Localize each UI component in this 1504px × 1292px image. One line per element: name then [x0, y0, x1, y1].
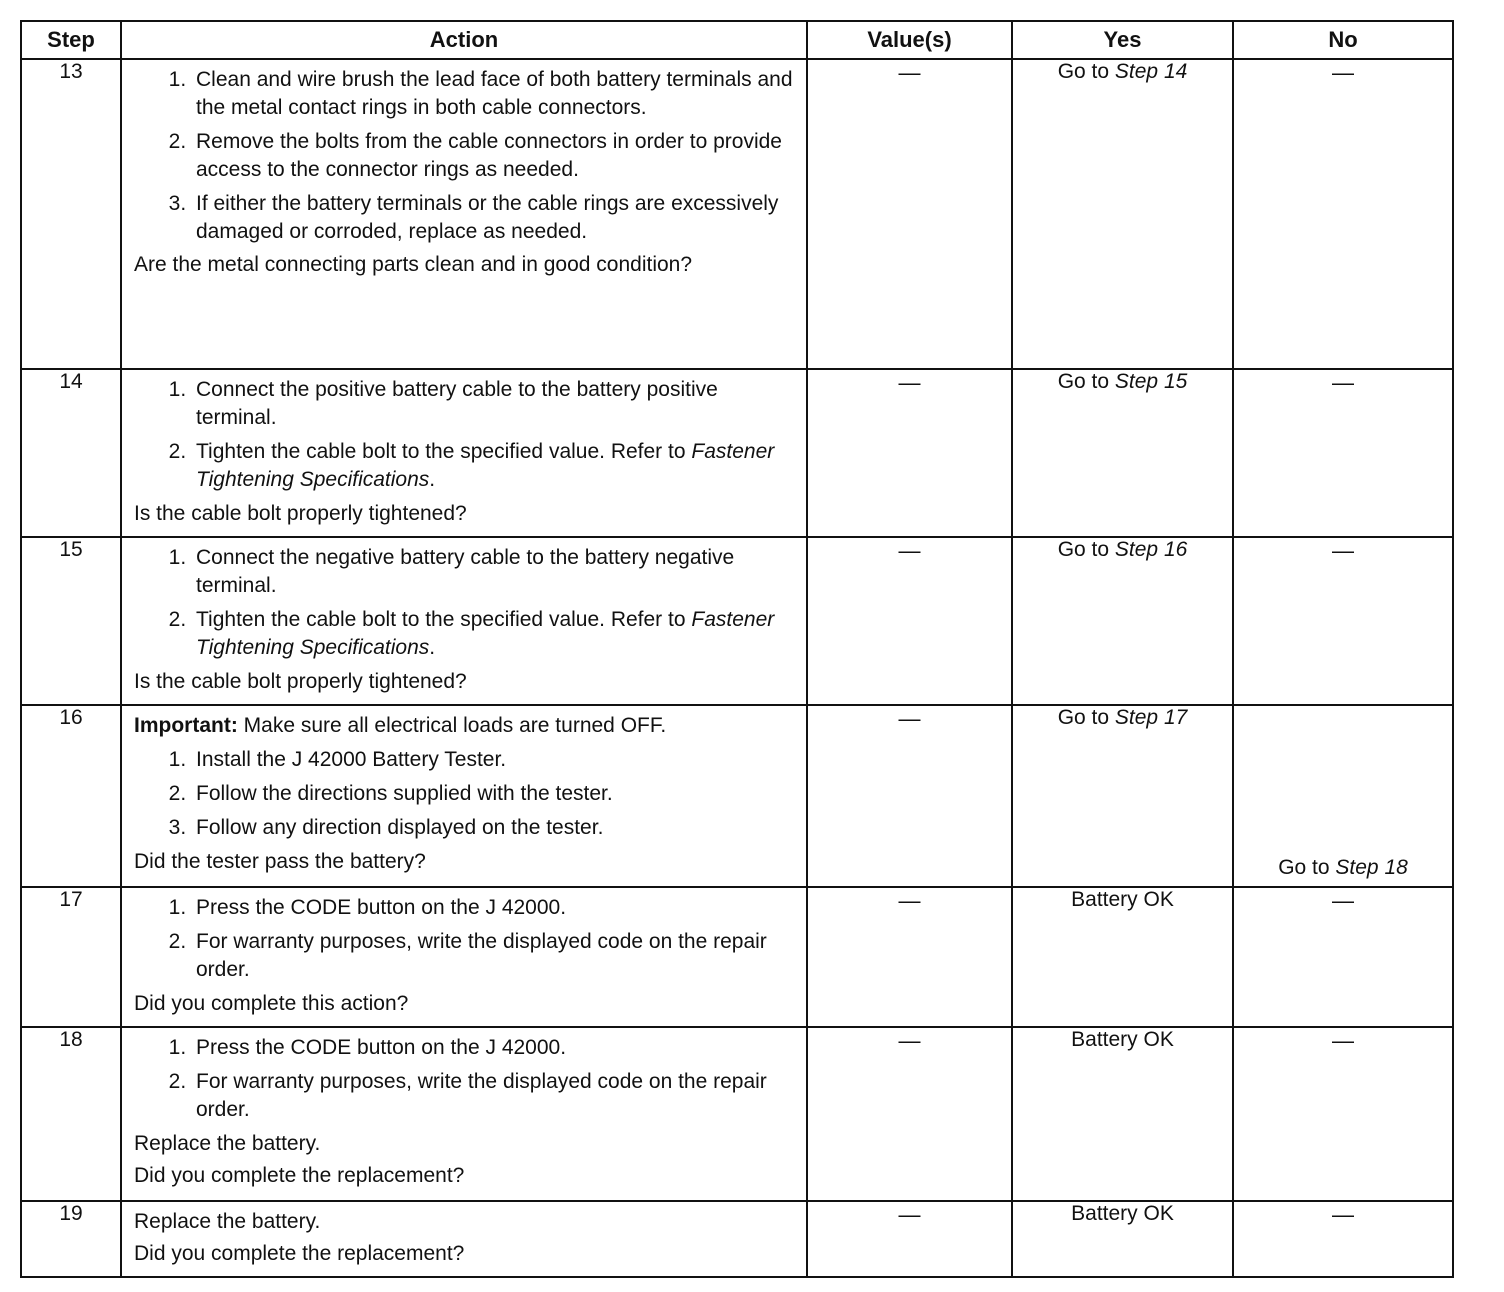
action-item: 2. Follow the directions supplied with the tester. — [192, 780, 796, 808]
diagnostic-table — [20, 20, 1454, 1278]
yes-goto-prefix: Go to — [1057, 538, 1110, 561]
yes-step-link[interactable]: Step 15 — [1114, 370, 1188, 393]
step-number: 17 — [21, 887, 121, 1027]
fastener-spec-link[interactable]: Fastener Tightening Specifications — [196, 440, 775, 491]
no-step-link[interactable]: Step 18 — [1335, 856, 1408, 879]
value-cell: — — [807, 369, 1012, 537]
yes-goto-prefix: Go to — [1057, 60, 1110, 83]
action-item-text: Tighten the cable bolt to the specified value. Refer to — [196, 440, 686, 463]
action-item: 2. For warranty purposes, write the displayed code on the repair order. — [192, 1068, 796, 1124]
action-line: Replace the battery. — [134, 1210, 321, 1233]
value-cell: — — [807, 537, 1012, 705]
step-number: 13 — [21, 59, 121, 369]
action-list — [134, 894, 796, 984]
yes-goto-prefix: Go to — [1057, 370, 1110, 393]
header-values: Value(s) — [807, 21, 1012, 59]
yes-cell: Battery OK — [1012, 1027, 1233, 1201]
yes-step-link[interactable]: Step 16 — [1114, 538, 1188, 561]
action-cell — [121, 1027, 807, 1201]
value-cell: — — [807, 705, 1012, 887]
action-question: Did you complete the replacement? — [134, 1164, 465, 1187]
action-item: 2. Remove the bolts from the cable connectors in order to provide access to the connector rings as needed. — [192, 128, 796, 184]
no-cell: — — [1233, 887, 1453, 1027]
table-row-step-15 — [21, 537, 1453, 705]
action-item: 1. Press the CODE button on the J 42000. — [192, 1034, 796, 1062]
value-cell: — — [807, 1201, 1012, 1277]
important-text: Make sure all electrical loads are turned OFF. — [243, 714, 667, 737]
fastener-spec-link[interactable]: Fastener Tightening Specifications — [196, 608, 775, 659]
action-item: 2. Tighten the cable bolt to the specified value. Refer to Fastener Tightening Specifications. — [192, 606, 796, 662]
action-cell — [121, 59, 807, 369]
value-cell: — — [807, 59, 1012, 369]
header-action: Action — [121, 21, 807, 59]
yes-goto-prefix: Go to — [1057, 706, 1110, 729]
yes-cell — [1012, 369, 1233, 537]
action-list — [134, 746, 796, 842]
action-list — [134, 66, 796, 246]
header-yes: Yes — [1012, 21, 1233, 59]
action-item: 1. Install the J 42000 Battery Tester. — [192, 746, 796, 774]
no-cell: — — [1233, 369, 1453, 537]
yes-cell — [1012, 705, 1233, 887]
no-cell: — — [1233, 1027, 1453, 1201]
step-number: 16 — [21, 705, 121, 887]
action-question: Did you complete the replacement? — [134, 1242, 465, 1265]
action-item-text: Tighten the cable bolt to the specified value. Refer to — [196, 608, 686, 631]
table-row-step-19 — [21, 1201, 1453, 1277]
action-question: Are the metal connecting parts clean and in good condition? — [134, 253, 693, 276]
action-cell — [121, 1201, 807, 1277]
yes-cell: Battery OK — [1012, 887, 1233, 1027]
action-question: Did you complete this action? — [134, 992, 409, 1015]
action-cell — [121, 537, 807, 705]
header-row — [21, 21, 1453, 59]
action-item: 1. Clean and wire brush the lead face of both battery terminals and the metal contact rings in both cable connectors. — [192, 66, 796, 122]
action-item: 1. Press the CODE button on the J 42000. — [192, 894, 796, 922]
action-cell — [121, 887, 807, 1027]
action-list — [134, 376, 796, 494]
table-row-step-17 — [21, 887, 1453, 1027]
action-item: 1. Connect the negative battery cable to the battery negative terminal. — [192, 544, 796, 600]
step-number: 18 — [21, 1027, 121, 1201]
action-item: 2. Tighten the cable bolt to the specified value. Refer to Fastener Tightening Specifications. — [192, 438, 796, 494]
action-item: 1. Connect the positive battery cable to the battery positive terminal. — [192, 376, 796, 432]
important-note — [134, 712, 796, 740]
step-number: 15 — [21, 537, 121, 705]
step-number: 19 — [21, 1201, 121, 1277]
action-cell — [121, 369, 807, 537]
table-row-step-16 — [21, 705, 1453, 887]
action-question: Is the cable bolt properly tightened? — [134, 670, 467, 693]
action-item: 3. Follow any direction displayed on the tester. — [192, 814, 796, 842]
no-cell — [1233, 705, 1453, 887]
action-item: 2. For warranty purposes, write the displayed code on the repair order. — [192, 928, 796, 984]
header-step: Step — [21, 21, 121, 59]
yes-cell — [1012, 537, 1233, 705]
action-item: 3. If either the battery terminals or the cable rings are excessively damaged or corroded, replace as needed. — [192, 190, 796, 246]
no-cell: — — [1233, 59, 1453, 369]
header-no: No — [1233, 21, 1453, 59]
important-label: Important: — [134, 714, 238, 737]
action-list — [134, 544, 796, 662]
action-question: Did the tester pass the battery? — [134, 850, 426, 873]
yes-cell: Battery OK — [1012, 1201, 1233, 1277]
table-row-step-14 — [21, 369, 1453, 537]
yes-step-link[interactable]: Step 17 — [1114, 706, 1188, 729]
no-cell: — — [1233, 1201, 1453, 1277]
action-line: Replace the battery. — [134, 1132, 321, 1155]
table-row-step-18 — [21, 1027, 1453, 1201]
action-cell — [121, 705, 807, 887]
yes-step-link[interactable]: Step 14 — [1114, 60, 1188, 83]
action-list — [134, 1034, 796, 1124]
no-goto-prefix: Go to — [1278, 856, 1330, 879]
value-cell: — — [807, 887, 1012, 1027]
value-cell: — — [807, 1027, 1012, 1201]
no-cell: — — [1233, 537, 1453, 705]
table-row-step-13 — [21, 59, 1453, 369]
step-number: 14 — [21, 369, 121, 537]
action-question: Is the cable bolt properly tightened? — [134, 502, 467, 525]
yes-cell — [1012, 59, 1233, 369]
